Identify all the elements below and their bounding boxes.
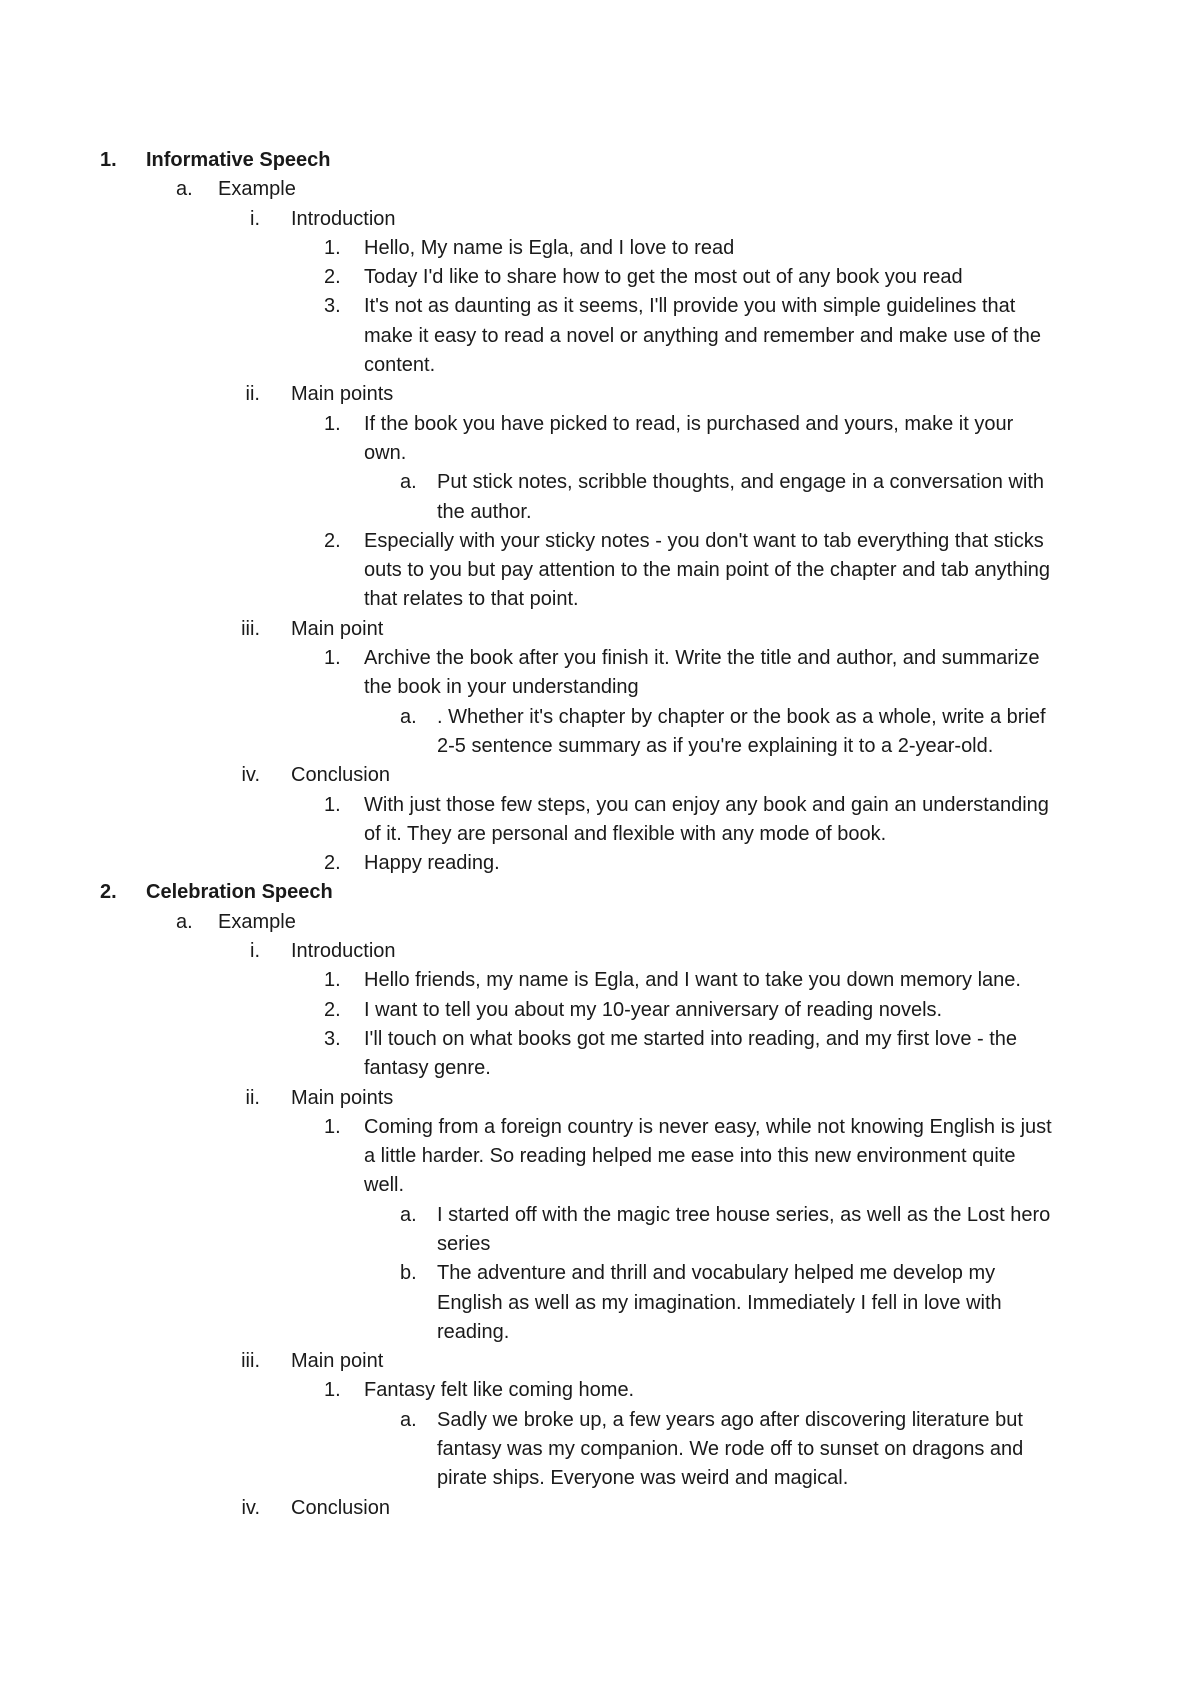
list-item-text: Main point xyxy=(291,1350,384,1373)
list-item-text: Example xyxy=(218,910,296,933)
list-item-text: Main points xyxy=(291,1086,394,1109)
outline-continuation-line xyxy=(0,351,1200,380)
list-item-text: With just those few steps, you can enjoy any book and gain an understanding xyxy=(364,793,1049,816)
list-marker: 2. xyxy=(100,881,117,904)
list-marker: 1. xyxy=(324,969,341,992)
outline-continuation-line xyxy=(0,439,1200,468)
outline-item xyxy=(0,205,1200,234)
outline-item xyxy=(0,234,1200,263)
list-marker: 1. xyxy=(324,412,341,435)
list-item-text: Hello friends, my name is Egla, and I want to take you down memory lane. xyxy=(364,969,1021,992)
list-item-text: Informative Speech xyxy=(146,149,331,171)
list-marker: ii. xyxy=(245,383,260,406)
list-marker: 1. xyxy=(100,149,117,171)
list-item-text: Especially with your sticky notes - you don't want to tab everything that sticks xyxy=(364,529,1044,552)
list-item-text: the book in your understanding xyxy=(364,676,639,699)
outline-item xyxy=(0,1347,1200,1376)
list-item-text: Celebration Speech xyxy=(146,881,333,904)
list-item-text: fantasy genre. xyxy=(364,1057,491,1080)
list-item-text: English as well as my imagination. Immediately I fell in love with xyxy=(437,1291,1002,1314)
list-marker: 1. xyxy=(324,1115,341,1138)
list-marker: 1. xyxy=(324,647,341,670)
list-marker: a. xyxy=(176,910,193,933)
outline-item xyxy=(0,527,1200,556)
outline-item xyxy=(0,761,1200,790)
outline-continuation-line xyxy=(0,1054,1200,1083)
outline-continuation-line xyxy=(0,1230,1200,1259)
document-outline xyxy=(0,146,1200,1523)
list-item-text: I started off with the magic tree house series, as well as the Lost hero xyxy=(437,1203,1051,1226)
list-marker: a. xyxy=(400,1203,417,1226)
list-item-text: reading. xyxy=(437,1320,510,1343)
list-item-text: make it easy to read a novel or anything and remember and make use of the xyxy=(364,324,1042,347)
list-item-text: of it. They are personal and flexible with any mode of book. xyxy=(364,822,887,845)
list-item-text: Today I'd like to share how to get the most out of any book you read xyxy=(364,266,963,289)
list-marker: a. xyxy=(176,178,193,201)
list-marker: 1. xyxy=(324,236,341,259)
outline-continuation-line xyxy=(0,732,1200,761)
list-item-text: Conclusion xyxy=(291,764,390,787)
list-marker: i. xyxy=(250,207,260,230)
list-marker: iv. xyxy=(241,1496,260,1519)
list-item-text: . Whether it's chapter by chapter or the book as a whole, write a brief xyxy=(437,705,1046,728)
outline-item xyxy=(0,703,1200,732)
outline-continuation-line xyxy=(0,556,1200,585)
outline-item xyxy=(0,1113,1200,1142)
outline-continuation-line xyxy=(0,1142,1200,1171)
list-item-text: Put stick notes, scribble thoughts, and engage in a conversation with xyxy=(437,471,1045,494)
outline-item xyxy=(0,175,1200,204)
list-marker: i. xyxy=(250,940,260,963)
list-item-text: fantasy was my companion. We rode off to sunset on dragons and xyxy=(437,1438,1024,1461)
outline-item xyxy=(0,1376,1200,1405)
outline-continuation-line xyxy=(0,673,1200,702)
list-marker: 3. xyxy=(324,1027,341,1050)
list-item-text: well. xyxy=(364,1174,405,1197)
outline-continuation-line xyxy=(0,1171,1200,1200)
outline-item xyxy=(0,1259,1200,1288)
outline-item xyxy=(0,878,1200,907)
list-marker: iv. xyxy=(241,764,260,787)
list-item-text: outs to you but pay attention to the main point of the chapter and tab anything xyxy=(364,559,1051,582)
list-item-text: a little harder. So reading helped me ease into this new environment quite xyxy=(364,1145,1016,1168)
list-item-text: I'll touch on what books got me started into reading, and my first love - the xyxy=(364,1027,1018,1050)
outline-item xyxy=(0,1406,1200,1435)
list-item-text: Archive the book after you finish it. Write the title and author, and summarize xyxy=(364,647,1040,670)
outline-item xyxy=(0,380,1200,409)
list-item-text: Coming from a foreign country is never easy, while not knowing English is just xyxy=(364,1115,1052,1138)
list-marker: a. xyxy=(400,1408,417,1431)
list-item-text: Example xyxy=(218,178,296,201)
list-marker: iii. xyxy=(241,617,260,640)
list-item-text: 2-5 sentence summary as if you're explaining it to a 2-year-old. xyxy=(437,734,994,757)
list-marker: 2. xyxy=(324,998,341,1021)
outline-item xyxy=(0,410,1200,439)
outline-item xyxy=(0,996,1200,1025)
outline-item xyxy=(0,292,1200,321)
outline-item xyxy=(0,1201,1200,1230)
list-marker: a. xyxy=(400,705,417,728)
outline-continuation-line xyxy=(0,820,1200,849)
list-item-text: pirate ships. Everyone was weird and magical. xyxy=(437,1467,849,1490)
list-item-text: I want to tell you about my 10-year anniversary of reading novels. xyxy=(364,998,943,1021)
list-marker: 1. xyxy=(324,793,341,816)
list-marker: 3. xyxy=(324,295,341,318)
list-marker: a. xyxy=(400,471,417,494)
list-item-text: content. xyxy=(364,354,436,377)
outline-item xyxy=(0,644,1200,673)
list-item-text: the author. xyxy=(437,500,532,523)
list-item-text: Sadly we broke up, a few years ago after discovering literature but xyxy=(437,1408,1023,1431)
list-item-text: series xyxy=(437,1232,491,1255)
list-item-text: Happy reading. xyxy=(364,852,500,875)
list-item-text: Main points xyxy=(291,383,394,406)
list-item-text: It's not as daunting as it seems, I'll provide you with simple guidelines that xyxy=(364,295,1016,318)
outline-item xyxy=(0,791,1200,820)
outline-item xyxy=(0,849,1200,878)
outline-continuation-line xyxy=(0,1318,1200,1347)
outline-item xyxy=(0,1084,1200,1113)
outline-continuation-line xyxy=(0,1289,1200,1318)
outline-item xyxy=(0,146,1200,175)
list-item-text: Hello, My name is Egla, and I love to read xyxy=(364,236,735,259)
list-item-text: Main point xyxy=(291,617,384,640)
list-item-text: If the book you have picked to read, is purchased and yours, make it your xyxy=(364,412,1014,435)
list-marker: b. xyxy=(400,1262,417,1285)
outline-continuation-line xyxy=(0,322,1200,351)
list-marker: 2. xyxy=(324,529,341,552)
outline-item xyxy=(0,1494,1200,1523)
outline-item xyxy=(0,263,1200,292)
list-item-text: Conclusion xyxy=(291,1496,390,1519)
outline-item xyxy=(0,966,1200,995)
list-item-text: Fantasy felt like coming home. xyxy=(364,1379,635,1402)
outline-item xyxy=(0,937,1200,966)
outline-continuation-line xyxy=(0,498,1200,527)
list-item-text: that relates to that point. xyxy=(364,588,579,611)
list-item-text: The adventure and thrill and vocabulary helped me develop my xyxy=(437,1262,996,1285)
outline-continuation-line xyxy=(0,585,1200,614)
list-item-text: Introduction xyxy=(291,940,396,963)
list-item-text: own. xyxy=(364,441,407,464)
outline-item xyxy=(0,908,1200,937)
list-marker: 1. xyxy=(324,1379,341,1402)
list-marker: 2. xyxy=(324,266,341,289)
list-marker: ii. xyxy=(245,1086,260,1109)
outline-item xyxy=(0,1025,1200,1054)
list-marker: 2. xyxy=(324,852,341,875)
outline-continuation-line xyxy=(0,1464,1200,1493)
outline-continuation-line xyxy=(0,1435,1200,1464)
outline-item xyxy=(0,615,1200,644)
list-marker: iii. xyxy=(241,1350,260,1373)
list-item-text: Introduction xyxy=(291,207,396,230)
outline-item xyxy=(0,468,1200,497)
